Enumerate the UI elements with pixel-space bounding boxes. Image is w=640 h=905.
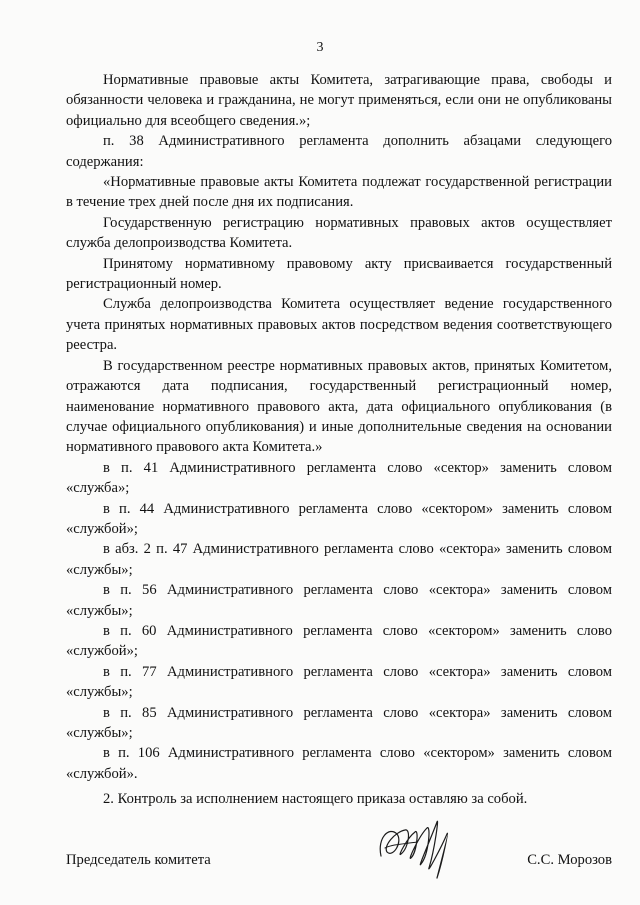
paragraph: в п. 77 Административного регламента слово «сектора» заменить словом «службы»; bbox=[66, 663, 612, 701]
paragraph: Нормативные правовые акты Комитета, затрагивающие права, свободы и обязанности человека и гражданина, не могут применяться, если они не опубликованы официально для всеобщего сведения.»; bbox=[66, 72, 612, 129]
paragraph: В государственном реестре нормативных правовых актов, принятых Комитетом, отражаются дата подписания, государственный регистрационный номер, наименование нормативного правового акта, дата официального опубликования (в случае официального опубликования) и иные дополнительные сведения на основании нормативного правового акта Комитета.» bbox=[66, 357, 612, 456]
paragraph: в п. 41 Административного регламента слово «сектор» заменить словом «служба»; bbox=[66, 459, 612, 497]
handwritten-signature-icon bbox=[371, 808, 461, 884]
page-number: 3 bbox=[316, 40, 324, 55]
document-body bbox=[66, 70, 612, 784]
signature-block bbox=[66, 808, 612, 868]
paragraph: «Нормативные правовые акты Комитета подлежат государственной регистрации в течение трех дней после дня их подписания. bbox=[66, 174, 612, 211]
paragraph: Государственную регистрацию нормативных правовых актов осуществляет служба делопроизводства Комитета. bbox=[66, 214, 612, 252]
signer-title: Председатель комитета bbox=[66, 852, 211, 868]
paragraph: в абз. 2 п. 47 Административного регламента слово «сектора» заменить словом «службы»; bbox=[66, 541, 612, 578]
paragraph: в п. 44 Административного регламента слово «сектором» заменить словом «службой»; bbox=[66, 500, 612, 537]
signer-name: С.С. Морозов bbox=[527, 852, 612, 868]
paragraph: в п. 85 Административного регламента слово «сектора» заменить словом «службы»; bbox=[66, 704, 612, 741]
paragraph: Принятому нормативному правовому акту присваивается государственный регистрационный номер. bbox=[66, 255, 612, 293]
closing-statement: 2. Контроль за исполнением настоящего приказа оставляю за собой. bbox=[103, 791, 528, 807]
paragraph: в п. 106 Административного регламента слово «сектором» заменить словом «службой». bbox=[66, 745, 612, 782]
paragraph: п. 38 Административного регламента дополнить абзацами следующего содержания: bbox=[66, 133, 612, 170]
paragraph: Служба делопроизводства Комитета осуществляет ведение государственного учета принятых нормативных правовых актов посредством ведения соответствующего реестра. bbox=[66, 296, 612, 354]
paragraph: в п. 56 Административного регламента слово «сектора» заменить словом «службы»; bbox=[66, 582, 612, 619]
paragraph: в п. 60 Административного регламента слово «сектором» заменить слово «службой»; bbox=[66, 622, 612, 660]
